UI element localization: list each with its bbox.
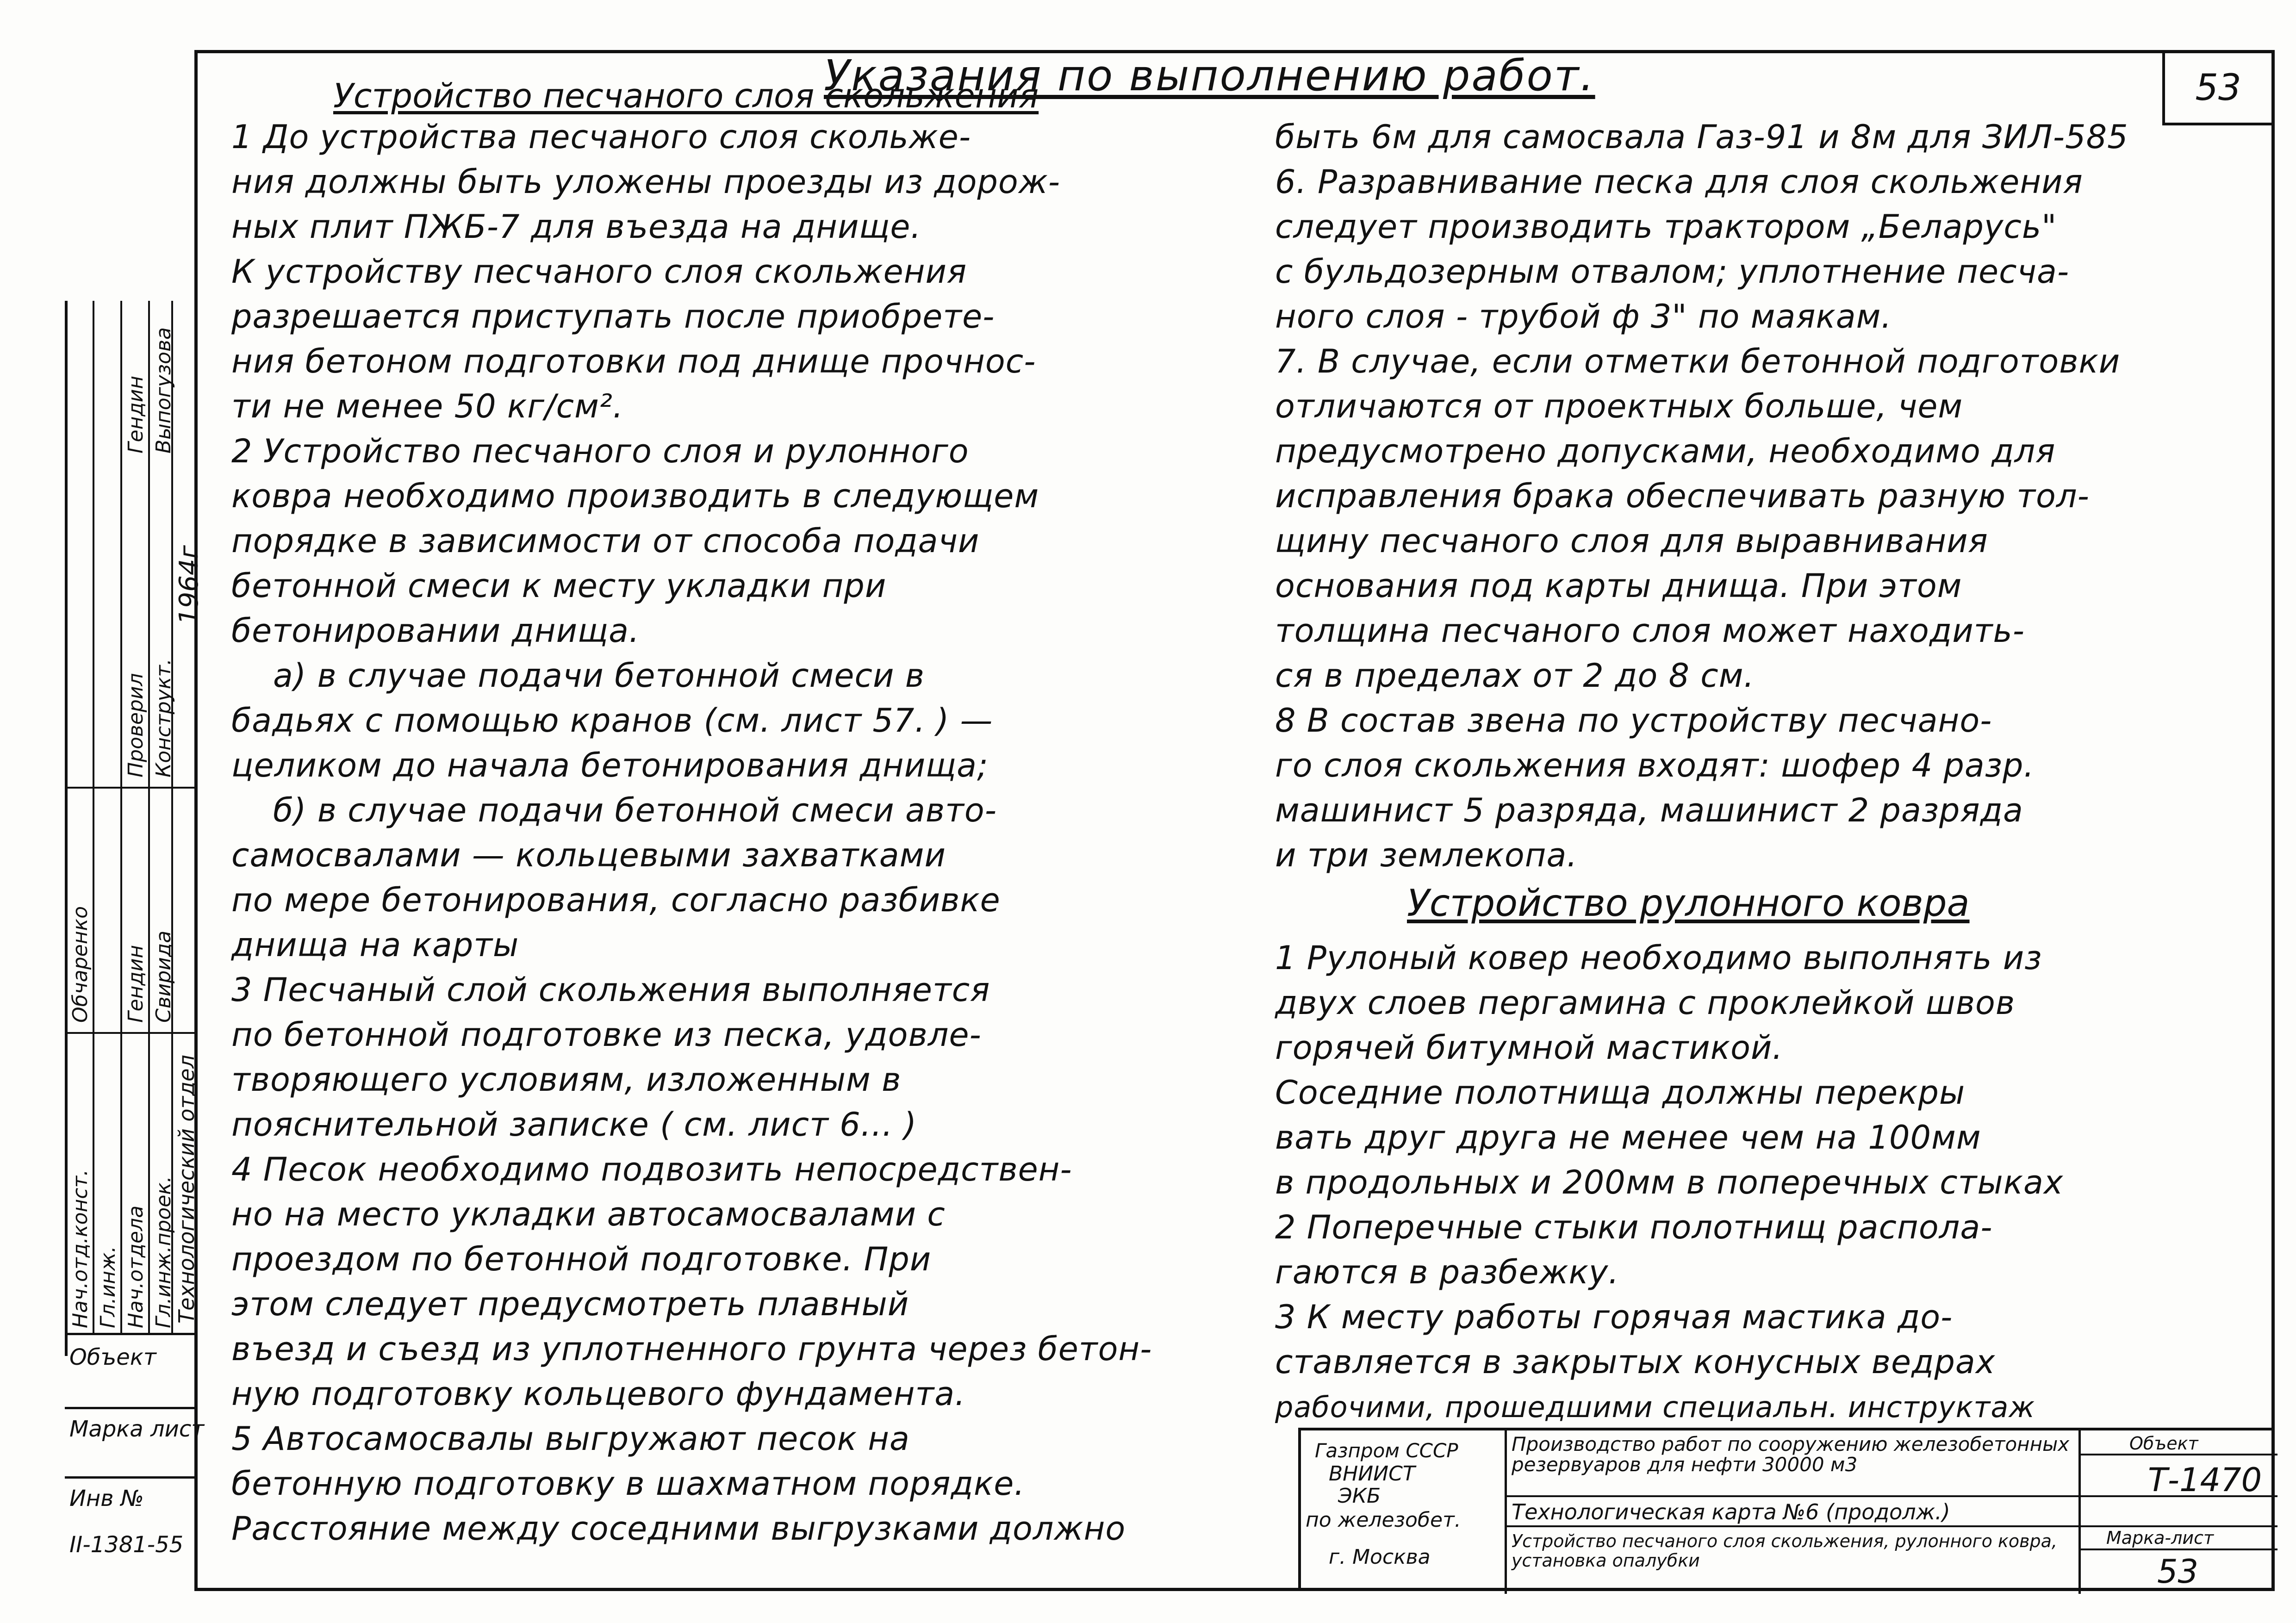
text-line: въезд и съезд из уплотненного грунта через бетон- [231,1330,1152,1368]
text-line: двух слоев пергамина с проклейкой швов [1275,984,2016,1022]
card-title: Технологическая карта №6 (продолж.) [1512,1499,1950,1524]
strip-divider [148,301,150,1333]
text-line: Расстояние между соседними выгрузками должно [231,1510,1126,1548]
object-label: Объект [69,1344,156,1370]
inv-number: II-1381-55 [69,1532,184,1558]
object-value: Т-1470 [2148,1461,2262,1499]
text-line: толщина песчаного слоя может находить- [1275,612,2025,650]
text-line: по бетонной подготовке из песка, удовле- [231,1016,982,1054]
text-line: разрешается приступать после приобрете- [231,298,995,336]
text-line: ния бетоном подготовки под днище прочнос- [231,342,1036,380]
text-line: пояснительной записке ( см. лист 6... ) [231,1106,917,1144]
strip-role: Гл.инж.проек. [152,1176,175,1328]
stamp-strip [65,301,205,1587]
text-line: отличаются от проектных больше, чем [1275,387,1963,425]
text-line: ти не менее 50 кг/см². [231,387,624,425]
inv-label: Инв № [69,1486,144,1511]
department: Технологический отдел [174,1055,199,1324]
text-line: 2 Устройство песчаного слоя и рулонного [231,432,969,470]
text-line: бадьях с помощью кранов (см. лист 57. ) — [231,702,993,740]
text-line: ную подготовку кольцевого фундамента. [231,1375,966,1413]
left-text-column [231,115,1231,1551]
tb-divider [1505,1430,1507,1594]
text-line: основания под карты днища. При этом [1275,567,1962,605]
text-line: ставляется в закрытых конусных ведрах [1275,1343,1996,1381]
mark-label: Марка-лист [2106,1528,2214,1548]
section-heading-roll-carpet: Устройство рулонного ковра [1407,882,1970,925]
text-line: в продольных и 200мм в поперечных стыках [1275,1163,2064,1201]
text-line: предусмотрено допусками, необходимо для [1275,432,2056,470]
org-line: по железобет. [1306,1508,1461,1532]
text-line: исправления брака обеспечивать разную тол- [1275,477,2090,515]
strip-divider [120,301,122,1333]
section-heading-sand-layer: Устройство песчаного слоя скольжения [333,76,1039,115]
text-line: 1 До устройства песчаного слоя скольже- [231,118,971,156]
text-line: Соседние полотнища должны перекры [1275,1074,1966,1112]
right-text-column [1275,115,2270,878]
strip-name: Свирида [152,930,175,1023]
strip-divider [65,1333,194,1335]
content-title: Устройство песчаного слоя скольжения, рулонного ковра, установка опалубки [1512,1531,2058,1571]
text-line: рабочими, прошедшими специальн. инструктаж [1275,1390,2035,1424]
text-line: К устройству песчаного слоя скольжения [231,253,967,291]
text-line: 8 В состав звена по устройству песчано- [1275,702,1992,740]
org-line: ВНИИСТ [1329,1462,1415,1486]
org-line: ЭКБ [1338,1484,1381,1508]
text-line: творяющего условиям, изложенным в [231,1061,902,1099]
text-line: и три землекопа. [1275,836,1578,874]
constructor-name: Выпогузова [152,327,175,454]
text-line: 3 Песчаный слой скольжения выполняется [231,971,990,1009]
text-line: бетонировании днища. [231,612,640,650]
text-line: 2 Поперечные стыки полотнищ распола- [1275,1208,1993,1246]
project-title: Производство работ по сооружению железобетонных резервуаров для нефти 30000 м3 [1512,1433,2070,1476]
text-line: ния должны быть уложены проезды из дорож- [231,163,1061,201]
strip-divider [65,1476,194,1479]
text-line: б) в случае подачи бетонной смеси авто- [273,791,997,829]
text-line: бетонной смеси к месту укладки при [231,567,887,605]
text-line: целиком до начала бетонирования днища; [231,746,989,784]
text-line: по мере бетонирования, согласно разбивке [231,881,1001,919]
text-line: проездом по бетонной подготовке. При [231,1240,932,1278]
strip-divider [65,1032,194,1034]
text-line: бетонную подготовку в шахматном порядке. [231,1465,1025,1503]
text-line: но на место укладки автосамосвалами с [231,1195,946,1233]
text-line: 5 Автосамосвалы выгружают песок на [231,1420,910,1458]
text-line: быть 6м для самосвала Газ-91 и 8м для ЗИЛ-585 [1275,118,2128,156]
checked-name: Гендин [124,375,148,454]
year: 1964г. [174,537,204,625]
org-line: Газпром СССР [1315,1439,1458,1462]
text-line: щину песчаного слоя для выравнивания [1275,522,1988,560]
strip-divider [65,787,194,789]
strip-role: Гл.инж. [96,1246,120,1328]
title-block [1298,1428,2275,1591]
text-line: 6. Разравнивание песка для слоя скольжения [1275,163,2083,201]
text-line: днища на карты [231,926,519,964]
strip-divider [93,301,94,1333]
mark-value: 53 [2157,1553,2199,1591]
text-line: ковра необходимо производить в следующем [231,477,1039,515]
text-line: а) в случае подачи бетонной смеси в [273,657,925,695]
strip-name: Обчаренко [68,906,92,1023]
text-line: ся в пределах от 2 до 8 см. [1275,657,1755,695]
text-line: порядке в зависимости от способа подачи [231,522,980,560]
text-line: этом следует предусмотреть плавный [231,1285,909,1323]
strip-name: Гендин [124,945,148,1023]
text-line: ного слоя - трубой ф 3" по маякам. [1275,298,1892,336]
text-line: 3 К месту работы горячая мастика до- [1275,1298,1953,1336]
constructor-label: Конструкт. [152,659,175,777]
strip-role: Нач.отд.конст. [68,1169,92,1328]
mark-label: Марка лист [69,1416,205,1442]
text-line: гаются в разбежку. [1275,1253,1619,1291]
checked-label: Проверил [124,673,148,777]
text-line: горячей битумной мастикой. [1275,1029,1783,1067]
text-line: 4 Песок необходимо подвозить непосредствен- [231,1150,1072,1188]
sheet-number: 53 [2162,53,2271,125]
text-line: машинист 5 разряда, машинист 2 разряда [1275,791,2023,829]
roll-carpet-text [1275,936,2270,1430]
text-line: следует производить трактором „Беларусь" [1275,208,2057,246]
text-line: 1 Рулоный ковер необходимо выполнять из [1275,939,2042,977]
text-line: вать друг друга не менее чем на 100мм [1275,1119,1981,1157]
object-label: Объект [2129,1433,2198,1454]
text-line: с бульдозерным отвалом; уплотнение песча- [1275,253,2070,291]
text-line: ных плит ПЖБ-7 для въезда на днище. [231,208,921,246]
strip-border [65,301,68,1356]
strip-role: Нач.отдела [124,1205,148,1328]
page-title: Указания по выполнению работ. [824,51,1595,100]
text-line: самосвалами — кольцевыми захватками [231,836,946,874]
text-line: го слоя скольжения входят: шофер 4 разр. [1275,746,2035,784]
strip-divider [65,1407,194,1409]
org-line: г. Москва [1329,1545,1431,1569]
text-line: 7. В случае, если отметки бетонной подготовки [1275,342,2121,380]
